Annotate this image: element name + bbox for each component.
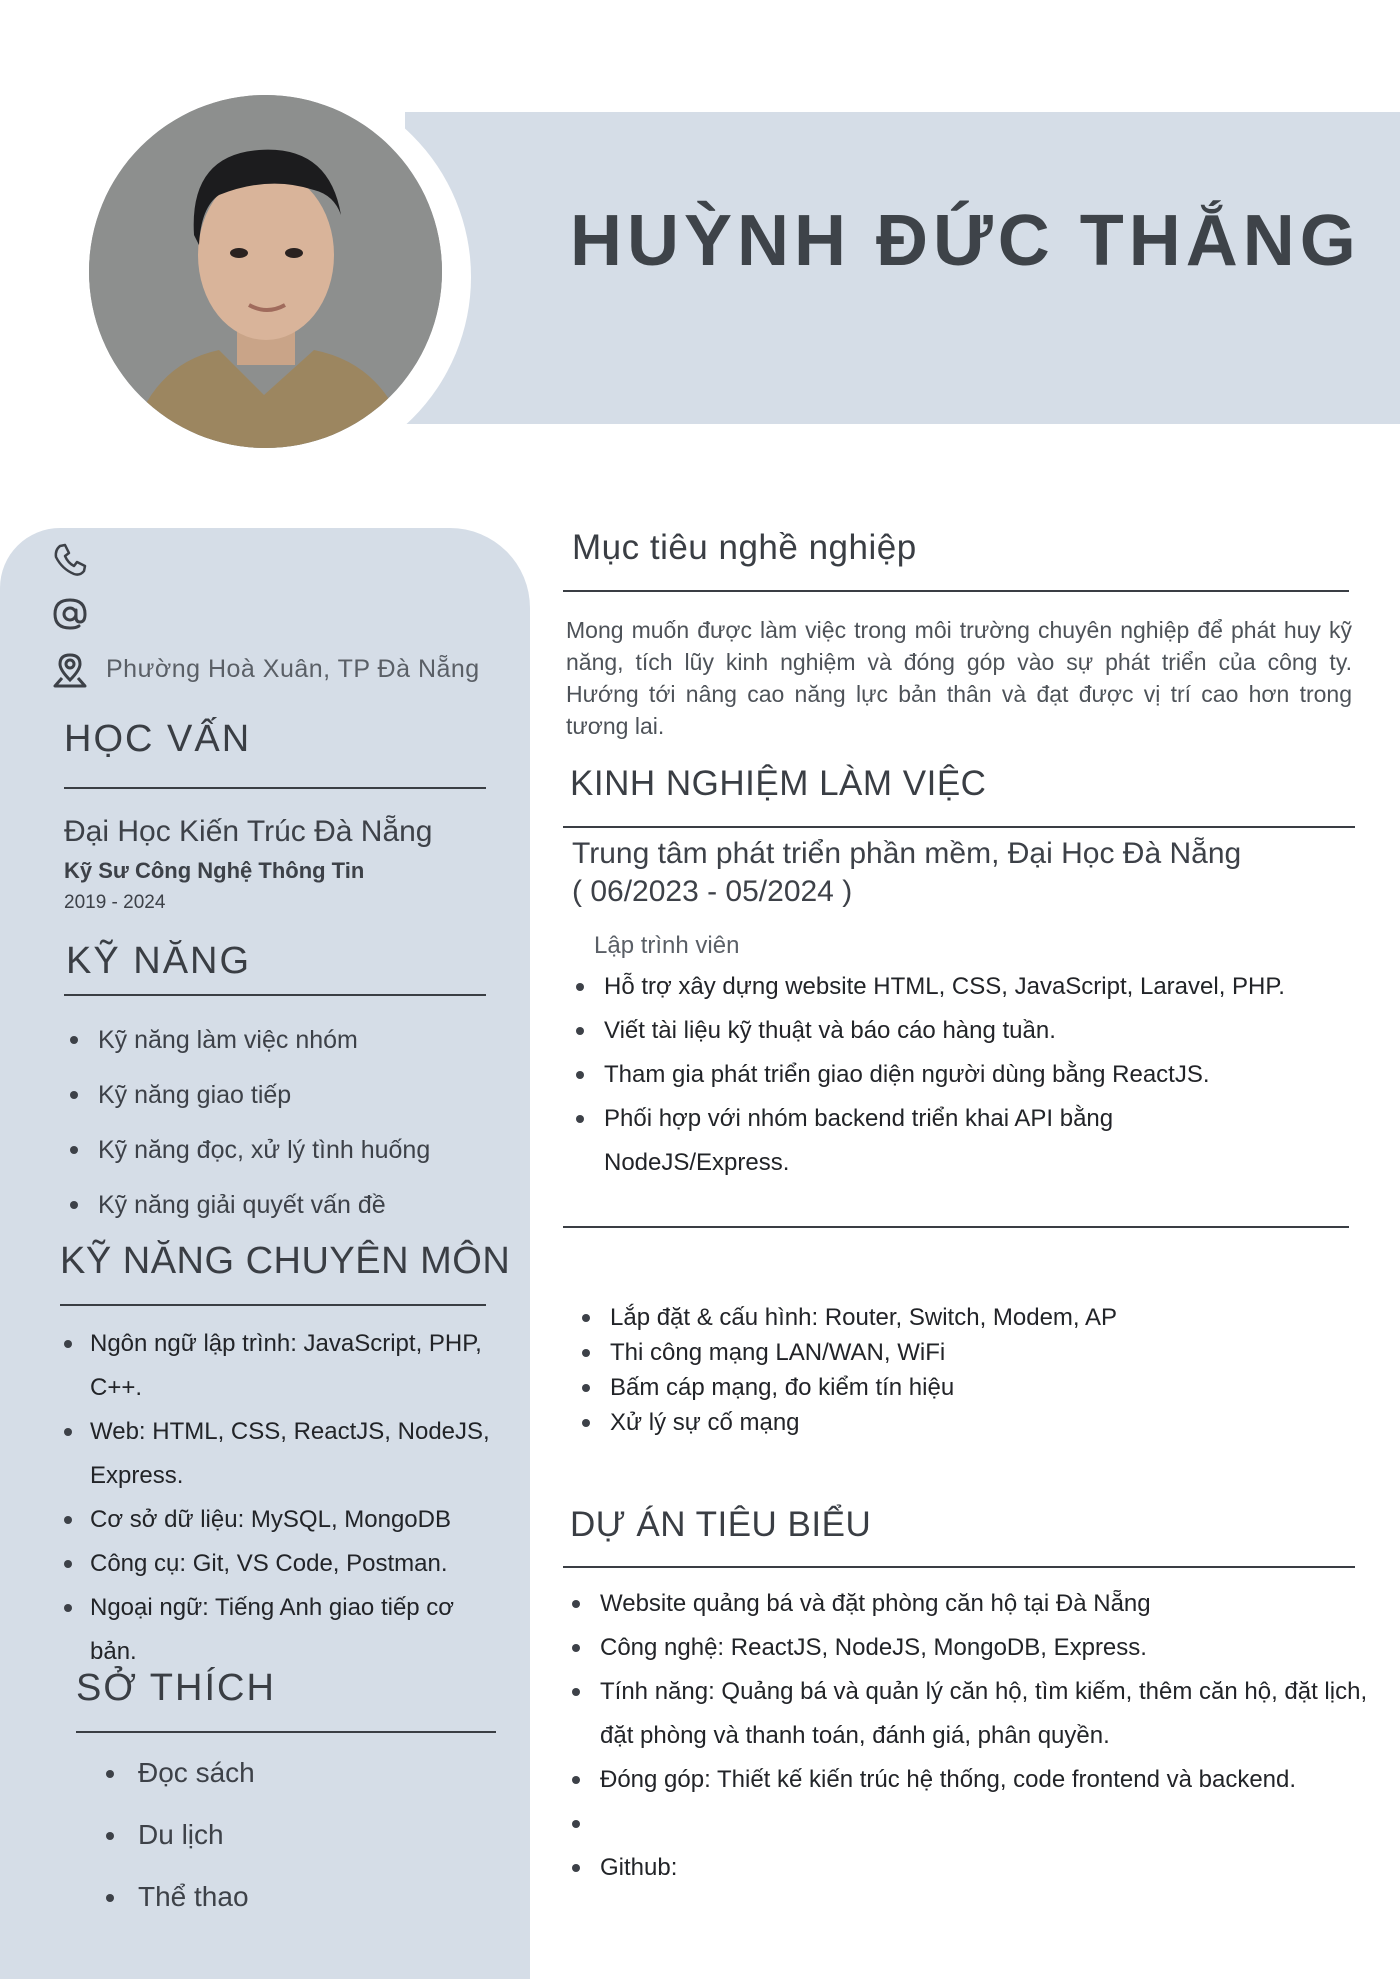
employment-period: ( 06/2023 - 05/2024 )	[572, 875, 853, 908]
experience-rule	[563, 826, 1355, 828]
list-item: Tham gia phát triển giao diện người dùng bằng ReactJS.	[576, 1053, 1366, 1097]
experience-end-rule	[563, 1226, 1349, 1228]
objective-heading: Mục tiêu nghề nghiệp	[572, 528, 917, 567]
list-item: Hỗ trợ xây dựng website HTML, CSS, JavaScript, Laravel, PHP.	[576, 965, 1366, 1009]
list-item: Kỹ năng giao tiếp	[70, 1075, 510, 1130]
list-item: Lắp đặt & cấu hình: Router, Switch, Modem, AP	[582, 1300, 1372, 1335]
objective-text: Mong muốn được làm việc trong môi trường chuyên nghiệp để phát huy kỹ năng, tích lũy kinh nghiệm và đóng góp vào sự phát triển của công ty. Hướng tới nâng cao năng lực bản thân và đạt được vị trí cao hơn trong tương lai.	[566, 617, 1352, 739]
experience-company	[572, 835, 1372, 911]
experience-role: Lập trình viên	[594, 932, 740, 959]
profile-photo	[89, 95, 442, 448]
soft-skills-list	[70, 1020, 510, 1240]
education-major: Kỹ Sư Công Nghệ Thông Tin	[64, 858, 365, 883]
list-item: Đọc sách	[106, 1750, 486, 1812]
candidate-name: HUỲNH ĐỨC THẮNG	[570, 201, 1361, 281]
list-item: Viết tài liệu kỹ thuật và báo cáo hàng tuần.	[576, 1009, 1366, 1053]
tech-skills-heading: KỸ NĂNG CHUYÊN MÔN	[60, 1240, 511, 1282]
list-item: Thể thao	[106, 1874, 486, 1936]
list-item: Xử lý sự cố mạng	[582, 1405, 1372, 1440]
projects-rule	[563, 1566, 1355, 1568]
location-pin-icon	[50, 650, 90, 690]
list-item: Du lịch	[106, 1812, 486, 1874]
education-years: 2019 - 2024	[64, 892, 166, 913]
hobbies-heading: SỞ THÍCH	[76, 1667, 276, 1709]
portrait-image	[89, 95, 442, 448]
list-item: Web: HTML, CSS, ReactJS, NodeJS, Express.	[64, 1410, 504, 1498]
list-item: Phối hợp với nhóm backend triển khai API bằng NodeJS/Express.	[576, 1097, 1204, 1185]
hobbies-rule	[76, 1731, 496, 1733]
company-name: Trung tâm phát triển phần mềm, Đại Học Đà Nẵng	[572, 837, 1242, 870]
tech-skills-rule	[60, 1304, 486, 1306]
list-item: Bấm cáp mạng, đo kiểm tín hiệu	[582, 1370, 1372, 1405]
list-item: Đóng góp: Thiết kế kiến trúc hệ thống, code frontend và backend.	[572, 1758, 1372, 1802]
experience-heading: KINH NGHIỆM LÀM VIỆC	[570, 764, 987, 803]
list-item: Tính năng: Quảng bá và quản lý căn hộ, tìm kiếm, thêm căn hộ, đặt lịch, đặt phòng và thanh toán, đánh giá, phân quyền.	[572, 1670, 1372, 1758]
skills-rule	[64, 994, 486, 996]
list-item	[572, 1802, 1372, 1846]
list-item: Cơ sở dữ liệu: MySQL, MongoDB	[64, 1498, 504, 1542]
projects-heading: DỰ ÁN TIÊU BIỂU	[570, 1505, 872, 1544]
projects-list	[572, 1582, 1372, 1890]
education-school: Đại Học Kiến Trúc Đà Nẵng	[64, 815, 433, 848]
list-item: Công nghệ: ReactJS, NodeJS, MongoDB, Express.	[572, 1626, 1372, 1670]
education-heading: HỌC VẤN	[64, 718, 252, 760]
hobbies-list	[106, 1750, 486, 1936]
list-item: Ngôn ngữ lập trình: JavaScript, PHP, C++.	[64, 1322, 504, 1410]
skills-heading: KỸ NĂNG	[66, 940, 252, 982]
address-text: Phường Hoà Xuân, TP Đà Nẵng	[106, 655, 480, 683]
list-item: Github:	[572, 1846, 1372, 1890]
experience-duties-list	[576, 965, 1366, 1185]
list-item: Kỹ năng đọc, xử lý tình huống	[70, 1130, 510, 1185]
tech-skills-list	[64, 1322, 504, 1674]
phone-icon	[50, 540, 90, 580]
list-item: Thi công mạng LAN/WAN, WiFi	[582, 1335, 1372, 1370]
list-item: Công cụ: Git, VS Code, Postman.	[64, 1542, 504, 1586]
network-skills-list	[582, 1300, 1372, 1440]
education-rule	[64, 787, 486, 789]
objective-rule	[563, 590, 1349, 592]
list-item: Website quảng bá và đặt phòng căn hộ tại Đà Nẵng	[572, 1582, 1372, 1626]
at-icon	[50, 594, 90, 634]
list-item: Kỹ năng giải quyết vấn đề	[70, 1185, 510, 1240]
list-item: Ngoại ngữ: Tiếng Anh giao tiếp cơ bản.	[64, 1586, 504, 1674]
list-item: Kỹ năng làm việc nhóm	[70, 1020, 510, 1075]
